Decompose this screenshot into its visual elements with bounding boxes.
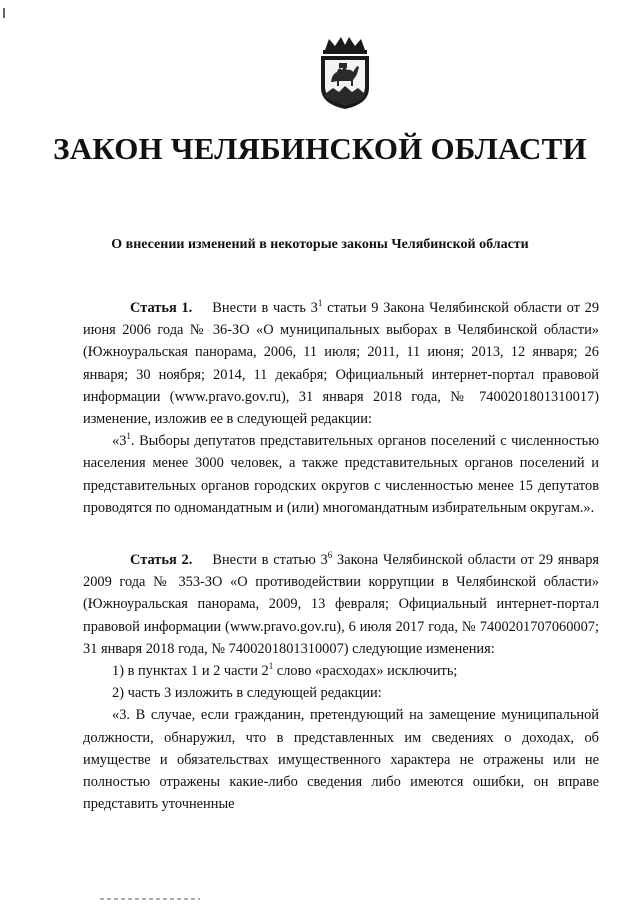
chelyabinsk-coat-of-arms-icon <box>315 36 375 110</box>
article-1-quote <box>83 430 599 519</box>
article-2-label: Статья 2. <box>130 552 193 569</box>
article-2-text-b: Закона Челябинской области от 29 января 2009 года № 353-ЗО «О противодействии коррупции в Челябинской области» (Южноуральская панорама, 2009, 13 февраля; Официальный интернет-портал правовой информации (www.pravo.gov.ru), 6 июля 2017 года, № 7400201707060007; 31 января 2018 года, № 7400201801310007) следующие изменения: <box>83 552 600 657</box>
law-subtitle: О внесении изменений в некоторые законы Челябинской области <box>111 237 529 252</box>
article-1-text-b: статьи 9 Закона Челябинской области от 29 июня 2006 года № 36-ЗО «О муниципальных выборах в Челябинской области» (Южноуральская панорама, 2006, 11 июля; 2011, 11 июня; 2013, 12 января; 26 января; 30 ноября; 2014, 11 декабря; Официальный интернет-портал правовой информации (www.pravo.gov.ru), 31 января 2018 года, № 7400201801310017) изменение, изложив ее в следующей редакции: <box>83 300 600 428</box>
document-body <box>83 297 599 815</box>
article-1-intro <box>83 297 599 430</box>
article-2-item-1-b: слово «расходах» исключить; <box>273 663 458 680</box>
article-1-quote-superscript: 1 <box>126 431 131 442</box>
article-2-text-a: Внести в статью 3 <box>212 552 328 569</box>
article-1-label: Статья 1. <box>130 300 193 316</box>
article-1-quote-a: «3 <box>112 433 127 450</box>
article-2-item-1-superscript: 1 <box>268 661 274 672</box>
article-2-item-1-a: 1) в пунктах 1 и 2 части 2 <box>112 663 269 680</box>
page-footer-divider <box>100 898 200 900</box>
law-title: ЗАКОН ЧЕЛЯБИНСКОЙ ОБЛАСТИ <box>53 131 587 166</box>
article-1-superscript: 1 <box>317 298 323 309</box>
article-2-item-2: 2) часть 3 изложить в следующей редакции: <box>112 685 382 702</box>
article-1-quote-b: . Выборы депутатов представительных органов поселений с численностью населения менее 3000 человек, а также представительных органов поселений и представительных органов городских округов с численностью менее 15 депутатов проводятся по одномандатным и (или) многомандатным избирательным округам.». <box>83 433 599 516</box>
article-2-item-1 <box>83 660 599 682</box>
scan-margin-mark <box>3 8 5 18</box>
article-1-text-a: Внести в часть 3 <box>212 300 318 316</box>
article-2-quote: «3. В случае, если гражданин, претендующий на замещение муниципальной должности, обнаружил, что в представленных им сведениях о доходах, об имуществе и обязательствах имущественного характера не отражены или не полностью отражены какие-либо сведения либо имеются ошибки, он вправе представить уточненные <box>83 707 599 813</box>
article-2-intro <box>83 549 599 660</box>
article-2-superscript: 6 <box>327 550 333 561</box>
